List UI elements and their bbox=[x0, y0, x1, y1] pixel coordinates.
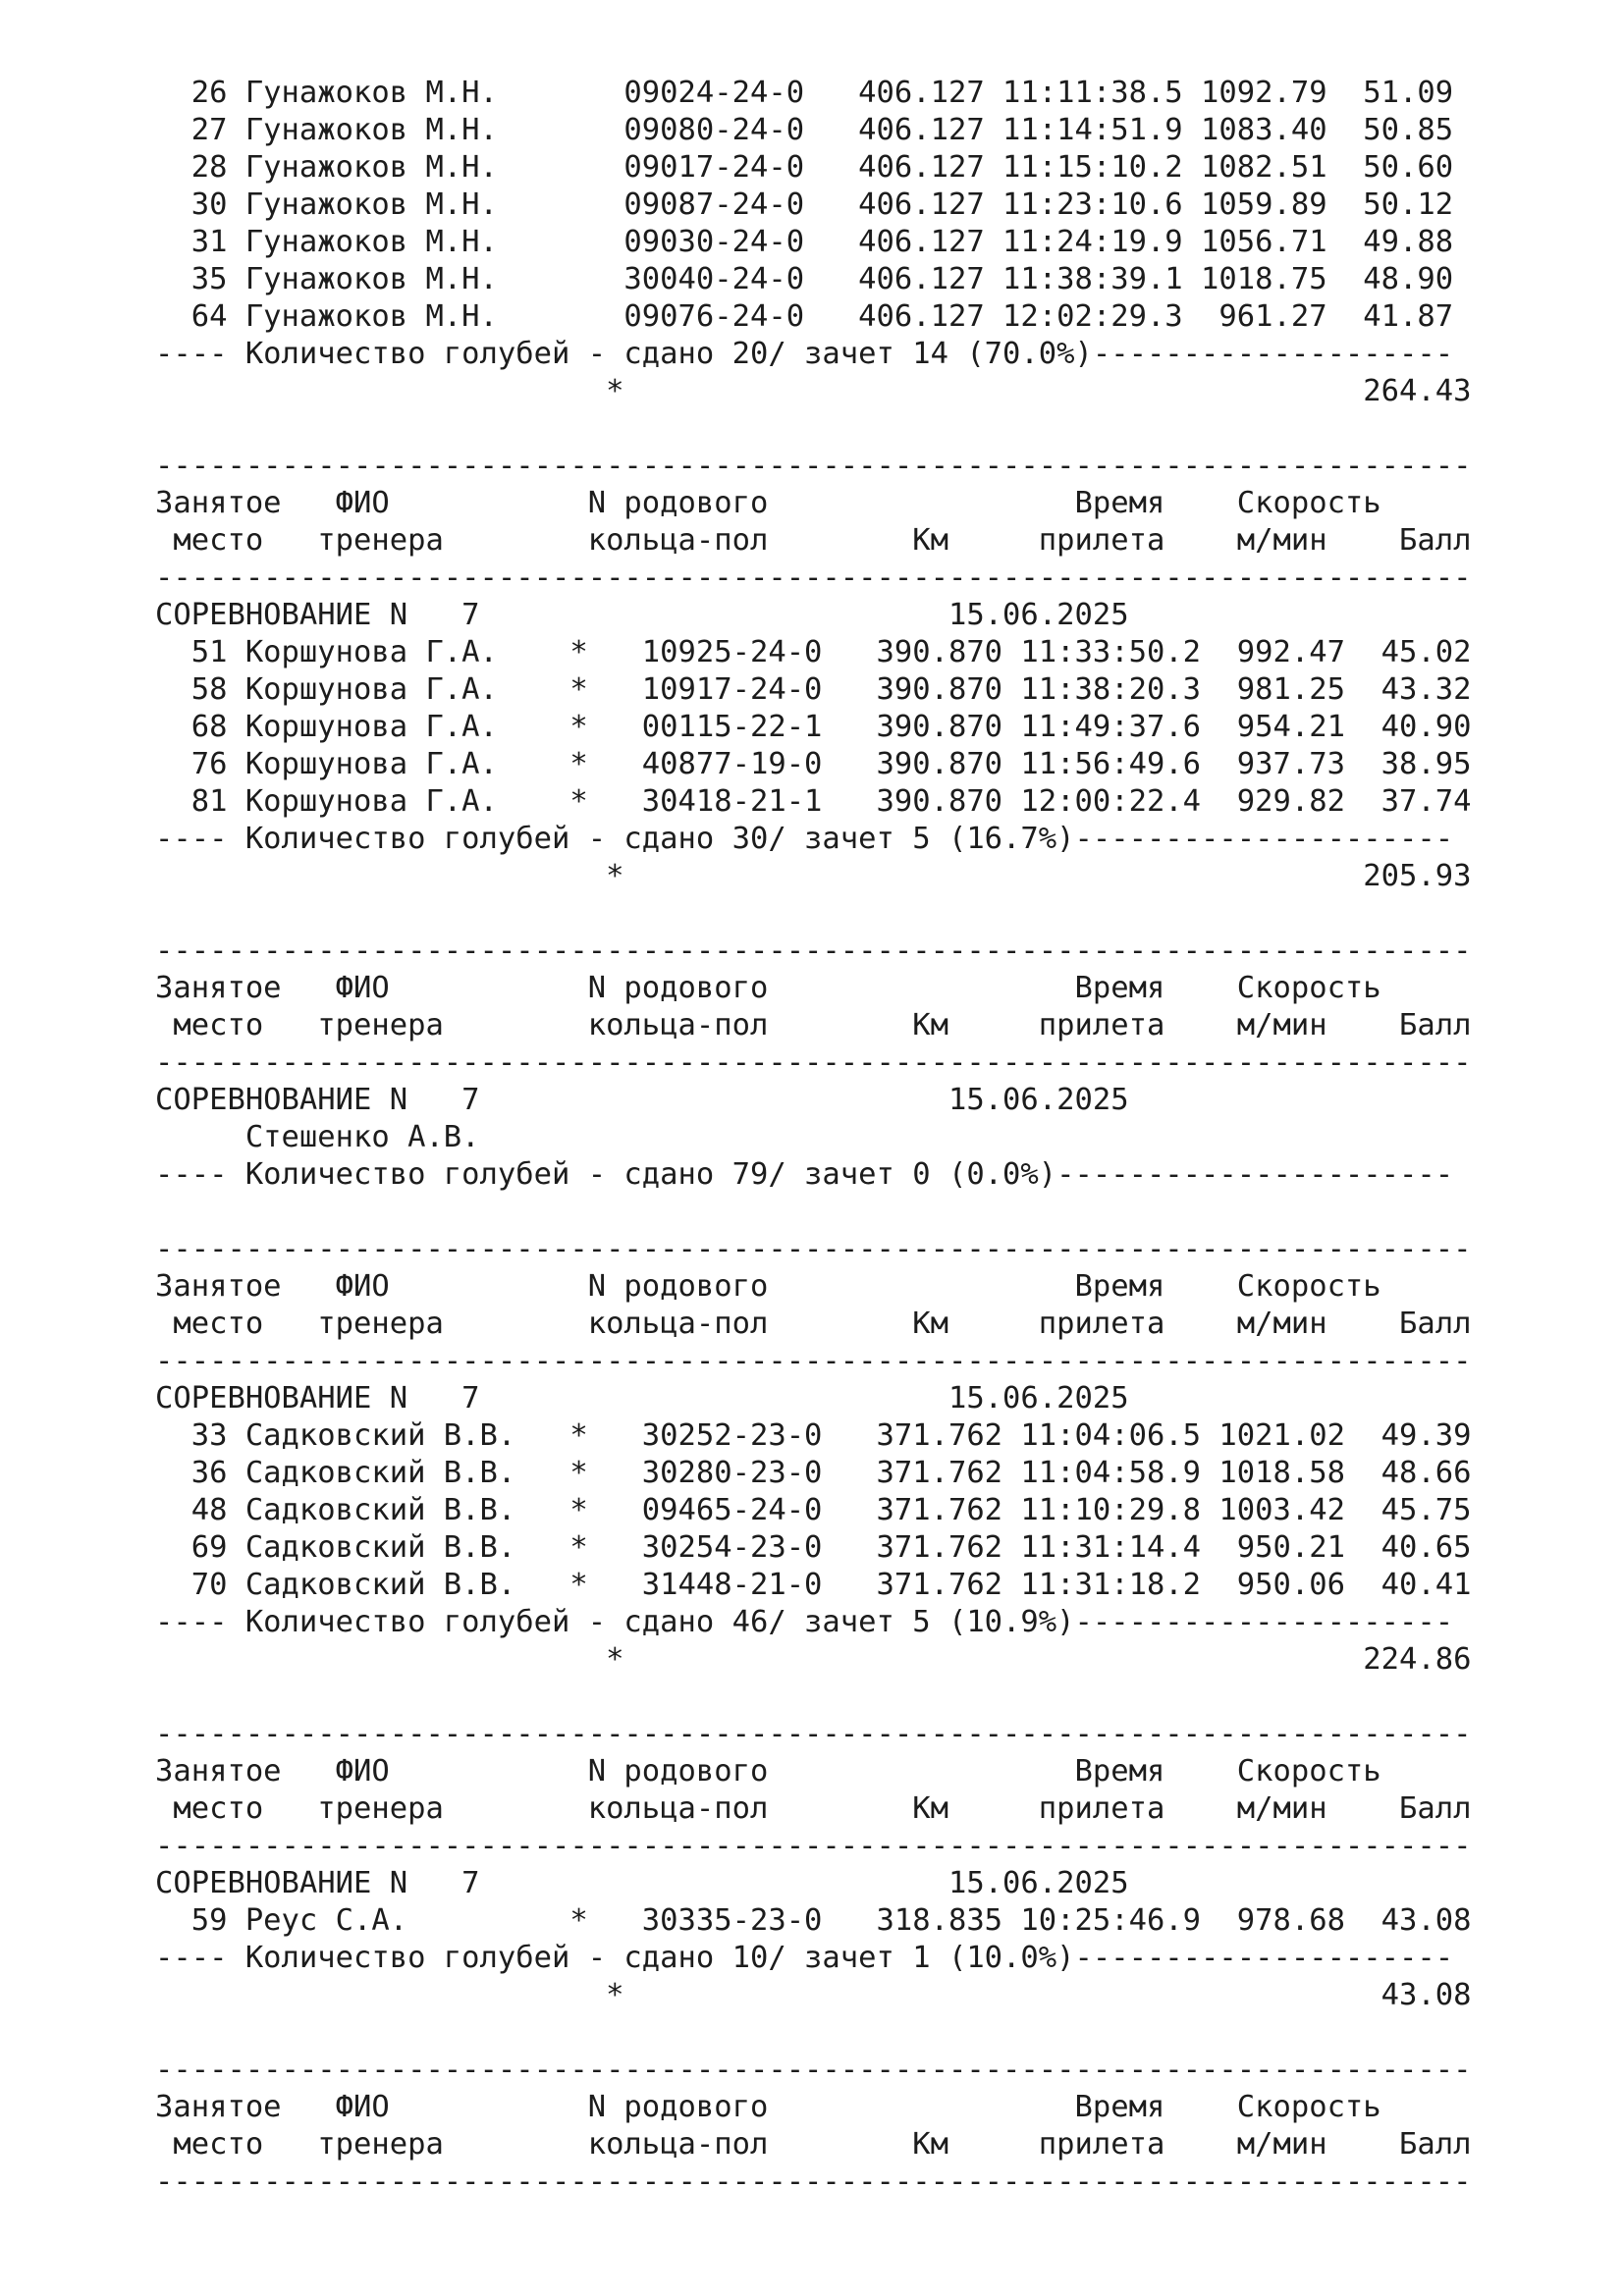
result-row: 81 Коршунова Г.А. * 30418-21-1 390.870 12:00:22.4 929.82 37.74 bbox=[155, 784, 1472, 819]
rule-line: ------------------------------------------------------------------------- bbox=[155, 2164, 1472, 2199]
result-row: 64 Гунажоков М.Н. 09076-24-0 406.127 12:02:29.3 961.27 41.87 bbox=[155, 299, 1454, 334]
column-header-line-1: Занятое ФИО N родового Время Скорость bbox=[155, 1269, 1472, 1304]
column-header-line-2: место тренера кольца-пол Км прилета м/мин Балл bbox=[155, 523, 1472, 558]
result-row: 33 Садковский В.В. * 30252-23-0 371.762 11:04:06.5 1021.02 49.39 bbox=[155, 1418, 1472, 1453]
column-header-line-2: место тренера кольца-пол Км прилета м/мин Балл bbox=[155, 1307, 1472, 1341]
pigeon-count-summary: ---- Количество голубей - сдано 30/ зачет 5 (16.7%)--------------------- bbox=[155, 822, 1454, 856]
pigeon-count-summary: ---- Количество голубей - сдано 10/ зачет 1 (10.0%)--------------------- bbox=[155, 1941, 1454, 1975]
result-row: 68 Коршунова Г.А. * 00115-22-1 390.870 11:49:37.6 954.21 40.90 bbox=[155, 710, 1472, 744]
rule-line: ------------------------------------------------------------------------- bbox=[155, 561, 1472, 595]
result-row: 31 Гунажоков М.Н. 09030-24-0 406.127 11:24:19.9 1056.71 49.88 bbox=[155, 225, 1454, 259]
result-row: 59 Реус С.А. * 30335-23-0 318.835 10:25:46.9 978.68 43.08 bbox=[155, 1903, 1472, 1938]
rule-line: ------------------------------------------------------------------------- bbox=[155, 1232, 1472, 1266]
pigeon-count-summary: ---- Количество голубей - сдано 79/ зачет 0 (0.0%)---------------------- bbox=[155, 1157, 1454, 1192]
competition-title: СОРЕВНОВАНИЕ N 7 15.06.2025 bbox=[155, 598, 1129, 632]
total-points: * 264.43 bbox=[155, 374, 1472, 408]
rule-line: ------------------------------------------------------------------------- bbox=[155, 934, 1472, 968]
rule-line: ------------------------------------------------------------------------- bbox=[155, 1045, 1472, 1080]
rule-line: ------------------------------------------------------------------------- bbox=[155, 1344, 1472, 1378]
result-row: 26 Гунажоков М.Н. 09024-24-0 406.127 11:11:38.5 1092.79 51.09 bbox=[155, 76, 1454, 110]
column-header-line-2: место тренера кольца-пол Км прилета м/мин Балл bbox=[155, 2127, 1472, 2162]
result-row: 28 Гунажоков М.Н. 09017-24-0 406.127 11:15:10.2 1082.51 50.60 bbox=[155, 150, 1454, 185]
competition-title: СОРЕВНОВАНИЕ N 7 15.06.2025 bbox=[155, 1866, 1129, 1900]
total-points: * 205.93 bbox=[155, 859, 1472, 893]
blank-line bbox=[155, 1679, 1589, 1716]
rule-line: ------------------------------------------------------------------------- bbox=[155, 2053, 1472, 2087]
total-points: * 43.08 bbox=[155, 1978, 1472, 2012]
blank-line bbox=[155, 2014, 1589, 2052]
column-header-line-2: место тренера кольца-пол Км прилета м/мин Балл bbox=[155, 1008, 1472, 1042]
result-row: 51 Коршунова Г.А. * 10925-24-0 390.870 11:33:50.2 992.47 45.02 bbox=[155, 635, 1472, 669]
rule-line: ------------------------------------------------------------------------- bbox=[155, 1717, 1472, 1751]
column-header-line-1: Занятое ФИО N родового Время Скорость bbox=[155, 2090, 1472, 2124]
total-points: * 224.86 bbox=[155, 1642, 1472, 1677]
rule-line: ------------------------------------------------------------------------- bbox=[155, 1829, 1472, 1863]
pigeon-count-summary: ---- Количество голубей - сдано 46/ зачет 5 (10.9%)--------------------- bbox=[155, 1605, 1454, 1639]
result-row: 30 Гунажоков М.Н. 09087-24-0 406.127 11:23:10.6 1059.89 50.12 bbox=[155, 187, 1454, 222]
blank-line bbox=[155, 895, 1589, 933]
competition-title: СОРЕВНОВАНИЕ N 7 15.06.2025 bbox=[155, 1083, 1129, 1117]
result-row: 58 Коршунова Г.А. * 10917-24-0 390.870 11:38:20.3 981.25 43.32 bbox=[155, 672, 1472, 707]
blank-line bbox=[155, 1194, 1589, 1231]
results-report bbox=[155, 75, 1589, 2201]
rule-line: ------------------------------------------------------------------------- bbox=[155, 449, 1472, 483]
column-header-line-1: Занятое ФИО N родового Время Скорость bbox=[155, 1754, 1472, 1789]
result-row: Стешенко А.В. bbox=[155, 1120, 480, 1154]
pigeon-count-summary: ---- Количество голубей - сдано 20/ зачет 14 (70.0%)-------------------- bbox=[155, 337, 1454, 371]
result-row: 35 Гунажоков М.Н. 30040-24-0 406.127 11:38:39.1 1018.75 48.90 bbox=[155, 262, 1454, 296]
column-header-line-1: Занятое ФИО N родового Время Скорость bbox=[155, 971, 1472, 1005]
result-row: 76 Коршунова Г.А. * 40877-19-0 390.870 11:56:49.6 937.73 38.95 bbox=[155, 747, 1472, 781]
competition-title: СОРЕВНОВАНИЕ N 7 15.06.2025 bbox=[155, 1381, 1129, 1415]
blank-line bbox=[155, 410, 1589, 448]
result-row: 48 Садковский В.В. * 09465-24-0 371.762 11:10:29.8 1003.42 45.75 bbox=[155, 1493, 1472, 1527]
column-header-line-2: место тренера кольца-пол Км прилета м/мин Балл bbox=[155, 1791, 1472, 1826]
column-header-line-1: Занятое ФИО N родового Время Скорость bbox=[155, 486, 1472, 520]
result-row: 69 Садковский В.В. * 30254-23-0 371.762 11:31:14.4 950.21 40.65 bbox=[155, 1530, 1472, 1565]
result-row: 36 Садковский В.В. * 30280-23-0 371.762 11:04:58.9 1018.58 48.66 bbox=[155, 1456, 1472, 1490]
result-row: 70 Садковский В.В. * 31448-21-0 371.762 11:31:18.2 950.06 40.41 bbox=[155, 1568, 1472, 1602]
result-row: 27 Гунажоков М.Н. 09080-24-0 406.127 11:14:51.9 1083.40 50.85 bbox=[155, 113, 1454, 147]
